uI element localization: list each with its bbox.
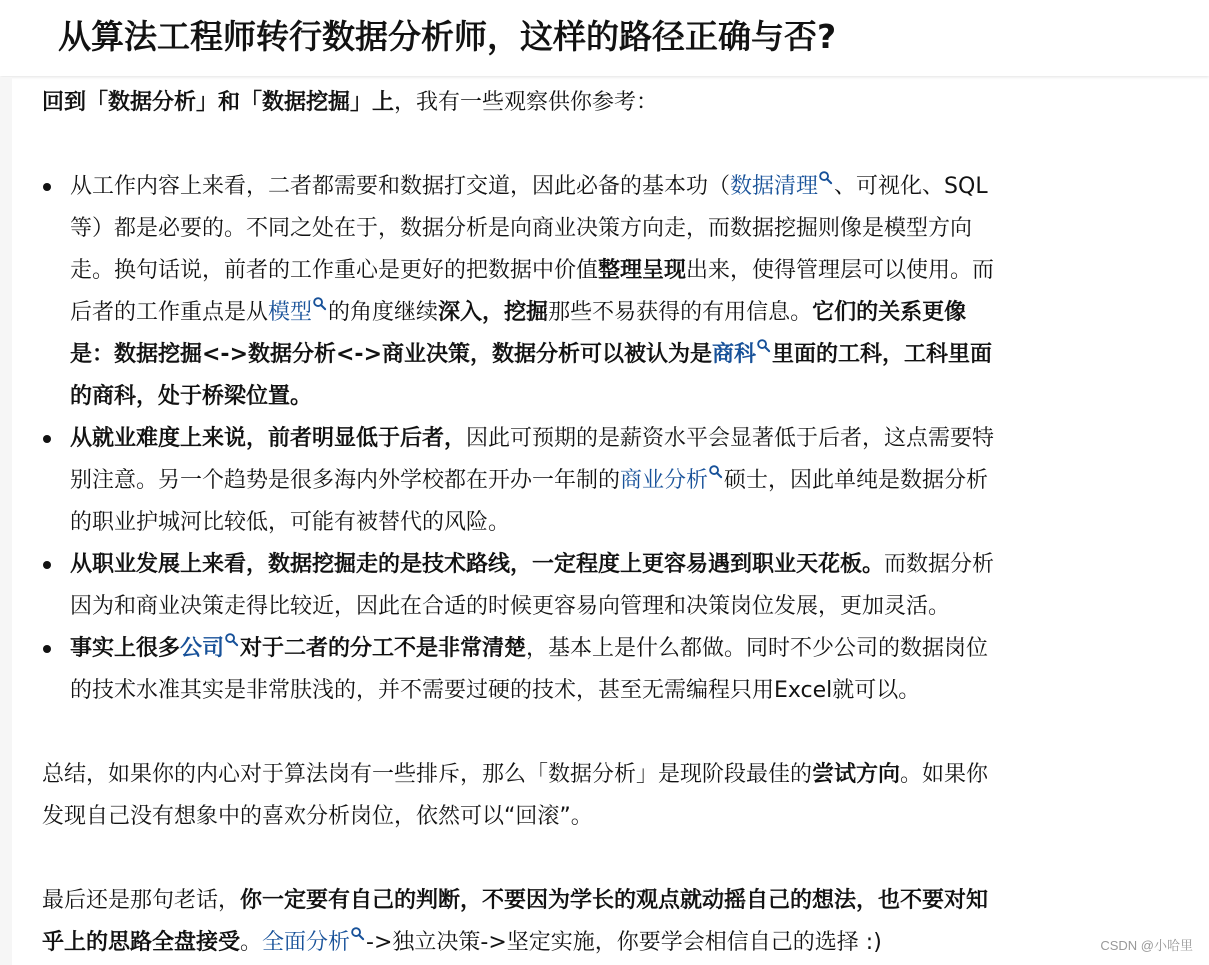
final-paragraph: 最后还是那句老话，你一定要有自己的判断，不要因为学长的观点就动摇自己的想法，也不要对知 乎上的思路全盘接受。全面分析 ->独立决策->坚定实施，你要学会相信自己的选择 :)	[42, 888, 989, 955]
bullet-icon	[43, 561, 51, 569]
link-business[interactable]: 商科	[712, 342, 772, 367]
list-item: 事实上很多公司 对于二者的分工不是非常清楚，基本上是什么都做。同时不少公司的数据岗位 的技术水准其实是非常肤浅的，并不需要过硬的技术，甚至无需编程只用Excel就可以。	[42, 628, 1177, 712]
search-icon	[224, 632, 239, 647]
link-model[interactable]: 模型	[268, 300, 328, 325]
summary-paragraph: 总结，如果你的内心对于算法岗有一些排斥，那么「数据分析」是现阶段最佳的尝试方向。如果你 发现自己没有想象中的喜欢分析岗位，依然可以“回滚”。	[42, 762, 989, 829]
list-item: 从职业发展上来看，数据挖掘走的是技术路线，一定程度上更容易遇到职业天花板。而数据分析 因为和商业决策走得比较近，因此在合适的时候更容易向管理和决策岗位发展，更加灵活。	[42, 544, 1177, 628]
left-edge	[0, 77, 12, 965]
observation-list	[42, 166, 1177, 712]
search-icon	[756, 338, 771, 353]
bullet-icon	[43, 183, 51, 191]
bullet-icon	[43, 435, 51, 443]
link-business-analytics[interactable]: 商业分析	[620, 468, 724, 493]
question-title: 从算法工程师转行数据分析师，这样的路径正确与否?	[58, 17, 837, 56]
link-comprehensive-analysis[interactable]: 全面分析	[262, 930, 366, 955]
search-icon	[818, 170, 833, 185]
link-company[interactable]: 公司	[180, 636, 240, 661]
list-item: 从工作内容上来看，二者都需要和数据打交道，因此必备的基本功（数据清理 、可视化、SQL 等）都是必要的。不同之处在于，数据分析是向商业决策方向走，而数据挖掘则像是模型方向 走。换句话说，前者的工作重心是更好的把数据中价值整理呈现出来，使得管理层可以使用。而 后者的工作重点是从模型 的角度继续深入，挖掘那些不易获得的有用信息。它们的关系更像 是：数据挖掘<->数据分析<->商业决策，数据分析可以被认为是商科 里面的工科，工科里面 的商科，处于桥梁位置。	[42, 166, 1177, 418]
answer-content	[42, 82, 1177, 964]
search-icon	[312, 296, 327, 311]
intro-bold: 回到「数据分析」和「数据挖掘」上	[42, 90, 395, 115]
link-data-cleaning[interactable]: 数据清理	[730, 174, 834, 199]
bullet-icon	[43, 645, 51, 653]
csdn-watermark: CSDN @小哈里	[1100, 938, 1193, 953]
list-item: 从就业难度上来说，前者明显低于后者，因此可预期的是薪资水平会显著低于后者，这点需要特 别注意。另一个趋势是很多海内外学校都在开办一年制的商业分析 硕士，因此单纯是数据分析 的职业护城河比较低，可能有被替代的风险。	[42, 418, 1177, 544]
intro-text: ，我有一些观察供你参考：	[394, 90, 659, 115]
question-header	[0, 0, 1209, 76]
search-icon	[708, 464, 723, 479]
search-icon	[350, 926, 365, 941]
intro-paragraph	[42, 82, 1177, 124]
